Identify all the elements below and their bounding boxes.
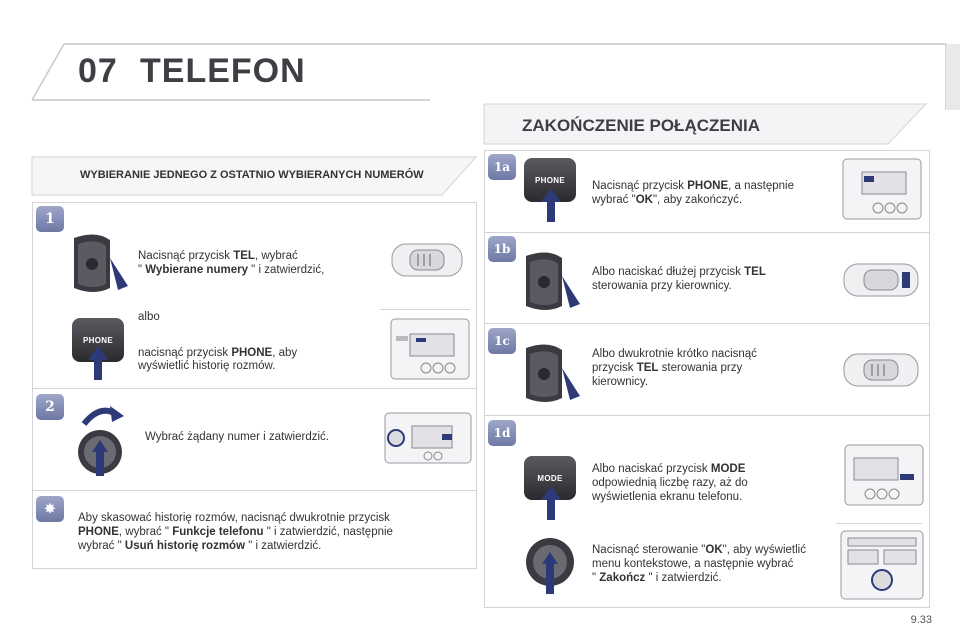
- s1c-line2: przycisk TEL sterowania przy: [592, 362, 743, 374]
- right-divider-4: [836, 523, 922, 524]
- chapter-title: TELEFON: [140, 52, 306, 90]
- steering-control-image-1c: [518, 338, 582, 408]
- step-badge-1: 1: [36, 206, 64, 232]
- steering-lever-image: [388, 236, 468, 284]
- step1-line1: Nacisnąć przycisk TEL, wybrać: [138, 250, 298, 262]
- section-title-right: ZAKOŃCZENIE POŁĄCZENIA: [522, 116, 760, 135]
- step1-line3: nacisnąć przycisk PHONE, aby: [138, 347, 298, 359]
- arrow-up-icon-1d: [541, 486, 561, 520]
- left-divider-2: [32, 490, 477, 491]
- radio-unit-image-1: [390, 318, 470, 380]
- right-divider-3: [484, 415, 930, 416]
- steering-control-image-1b: [518, 246, 582, 316]
- step-badge-1a: 1a: [488, 154, 516, 180]
- right-divider-1: [484, 232, 930, 233]
- tip-line2: PHONE, wybrać " Funkcje telefonu " i zatwierdzić, następnie: [78, 526, 393, 538]
- chapter-number: 07: [78, 52, 118, 90]
- tip-line1: Aby skasować historię rozmów, nacisnąć dwukrotnie przycisk: [78, 512, 390, 524]
- step2-text: Wybrać żądany numer i zatwierdzić.: [145, 431, 329, 443]
- section-title-left: WYBIERANIE JEDNEGO Z OSTATNIO WYBIERANYCH NUMERÓW: [80, 169, 424, 181]
- tip-icon: ✸: [36, 496, 64, 522]
- step1-line2: " Wybierane numery " i zatwierdzić,: [138, 264, 325, 276]
- arrow-up-icon: [88, 346, 108, 380]
- s1c-line3: kierownicy.: [592, 376, 649, 388]
- steering-lever-image-1c: [840, 344, 924, 398]
- steering-control-image: [66, 228, 130, 298]
- s1d-line3: wyświetlenia ekranu telefonu.: [592, 491, 743, 503]
- s1c-line1: Albo dwukrotnie krótko nacisnąć: [592, 348, 757, 360]
- albo-text: albo: [138, 311, 160, 323]
- step1-line4: wyświetlić historię rozmów.: [138, 360, 276, 372]
- s1d-knob-line2: menu kontekstowe, a następnie wybrać: [592, 558, 794, 570]
- phone-button-image: PHONE: [72, 318, 124, 362]
- rotary-knob-image: [60, 400, 140, 480]
- page-number: 9.33: [910, 614, 932, 626]
- radio-unit-image-1d-2: [840, 530, 924, 600]
- left-divider-1: [32, 388, 477, 389]
- radio-unit-image-1d: [844, 444, 924, 506]
- arrow-up-icon-1a: [541, 188, 561, 222]
- tip-line3: wybrać " Usuń historię rozmów " i zatwierdzić.: [78, 540, 322, 552]
- left-divider-3: [380, 309, 470, 310]
- phone-button-image-1a: PHONE: [524, 158, 576, 202]
- right-divider-2: [484, 323, 930, 324]
- step-badge-1c: 1c: [488, 328, 516, 354]
- s1d-knob-line3: " Zakończ " i zatwierdzić.: [592, 572, 722, 584]
- ok-knob-image: [520, 532, 580, 598]
- step-badge-2: 2: [36, 394, 64, 420]
- s1d-knob-line1: Nacisnąć sterowanie "OK", aby wyświetlić: [592, 544, 806, 556]
- s1a-line1: Nacisnąć przycisk PHONE, a następnie: [592, 180, 794, 192]
- mode-button-image: MODE: [524, 456, 576, 500]
- s1d-line1: Albo naciskać przycisk MODE: [592, 463, 746, 475]
- radio-unit-image-2: [384, 412, 472, 464]
- step-badge-1d: 1d: [488, 420, 516, 446]
- s1d-line2: odpowiednią liczbę razy, aż do: [592, 477, 748, 489]
- radio-unit-image-1a: [842, 158, 922, 220]
- steering-lever-image-1b: [840, 254, 924, 308]
- s1a-line2: wybrać "OK", aby zakończyć.: [592, 194, 743, 206]
- s1b-line2: sterowania przy kierownicy.: [592, 280, 732, 292]
- s1b-line1: Albo naciskać dłużej przycisk TEL: [592, 266, 766, 278]
- step-badge-1b: 1b: [488, 236, 516, 262]
